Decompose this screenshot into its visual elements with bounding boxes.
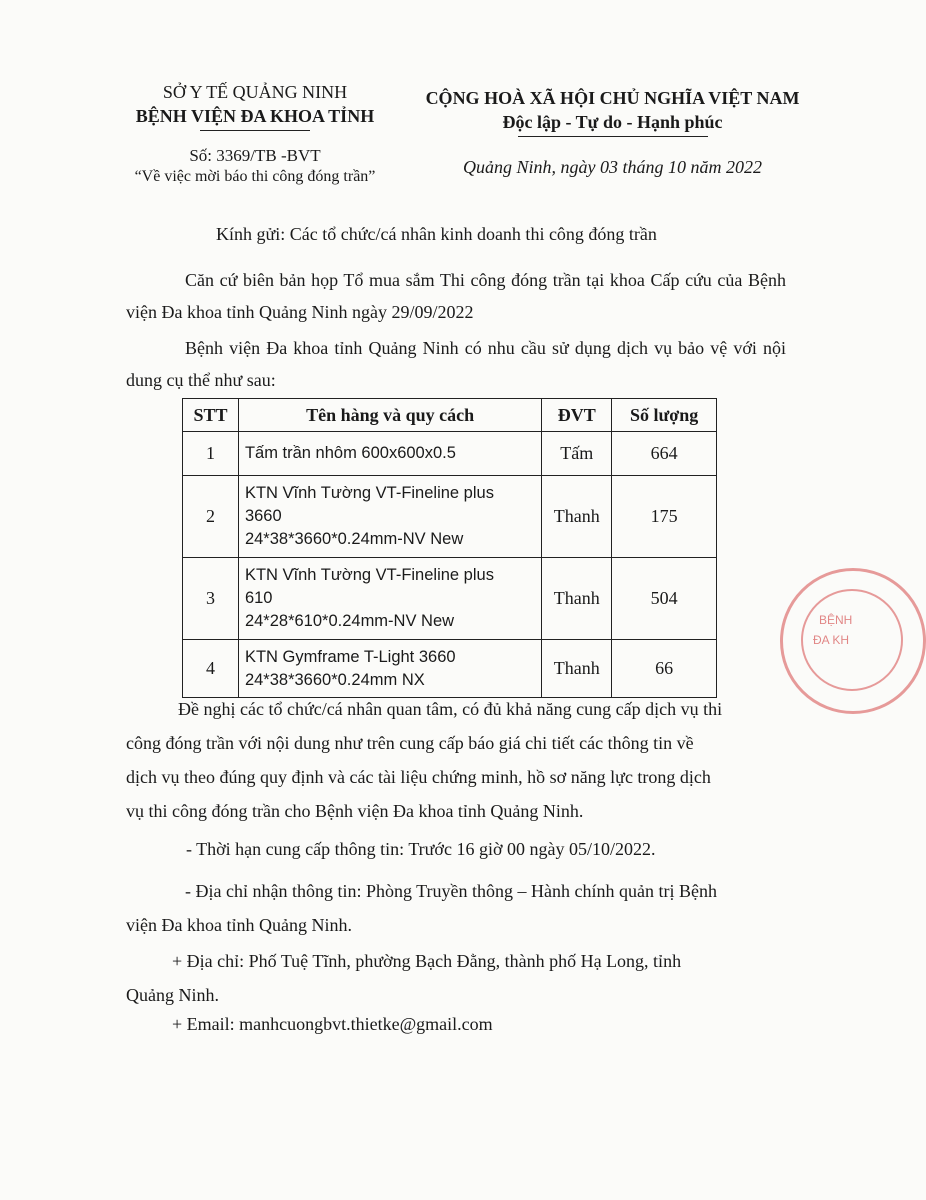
request-line: dịch vụ theo đúng quy định và các tài liệu chứng minh, hồ sơ năng lực trong dịch [126, 767, 711, 787]
cell-stt: 2 [183, 476, 239, 558]
cell-name [238, 558, 541, 640]
cell-name [238, 640, 541, 698]
address-line: + Địa chỉ: Phố Tuệ Tĩnh, phường Bạch Đằng, thành phố Hạ Long, tỉnh [172, 951, 682, 971]
cell-qty: 175 [612, 476, 717, 558]
cell-unit: Thanh [542, 640, 612, 698]
table-header-row [183, 399, 717, 432]
name-line: 3660 [244, 507, 282, 525]
stamp-text-2: ĐA KH [813, 633, 850, 647]
name-line: 24*38*3660*0.24mm NX [244, 670, 425, 689]
request-line: công đóng trần với nội dung như trên cung cấp báo giá chi tiết các thông tin về [126, 733, 694, 753]
header-unit: ĐVT [542, 399, 612, 432]
name-line: 24*28*610*0.24mm-NV New [244, 612, 455, 630]
address-line: Quảng Ninh. [126, 985, 219, 1005]
national-header [405, 86, 820, 178]
table-row [183, 476, 717, 558]
document-number: Số: 3369/TB -BVT [189, 146, 321, 165]
cell-stt: 4 [183, 640, 239, 698]
name-line: 24*38*3660*0.24mm-NV New [244, 530, 464, 548]
document-subject: “Về việc mời báo thi công đóng trần” [134, 168, 376, 185]
name-line: Tấm trần nhôm 600x600x0.5 [244, 444, 456, 462]
table-row [183, 640, 717, 698]
recipient-line: Kính gửi: Các tổ chức/cá nhân kinh doanh thi công đóng trần [216, 224, 657, 244]
request-line: Đề nghị các tổ chức/cá nhân quan tâm, có đủ khả năng cung cấp dịch vụ thi [178, 699, 723, 719]
header-qty: Số lượng [612, 399, 717, 432]
paragraph-need: Bệnh viện Đa khoa tỉnh Quảng Ninh có nhu cầu sử dụng dịch vụ bảo vệ với nội dung cụ thể như sau: [126, 338, 786, 390]
receive-info [126, 874, 806, 942]
table-row [183, 432, 717, 476]
name-line: 610 [244, 589, 273, 607]
address-info [126, 944, 806, 1012]
cell-name [238, 432, 541, 476]
header-name: Tên hàng và quy cách [238, 399, 541, 432]
cell-qty: 66 [612, 640, 717, 698]
paragraph-request [126, 692, 806, 828]
receive-line: - Địa chỉ nhận thông tin: Phòng Truyền thông – Hành chính quản trị Bệnh [185, 881, 717, 901]
table-row [183, 558, 717, 640]
cell-unit: Tấm [542, 432, 612, 476]
name-line: KTN Gymframe T-Light 3660 [244, 647, 456, 666]
email-line: + Email: manhcuongbvt.thietke@gmail.com [172, 1014, 493, 1034]
national-title: CỘNG HOÀ XÃ HỘI CHỦ NGHĨA VIỆT NAM [425, 88, 800, 108]
receive-line: viện Đa khoa tỉnh Quảng Ninh. [126, 915, 352, 935]
agency-underline [200, 130, 310, 131]
motto-underline [518, 136, 708, 137]
cell-stt: 3 [183, 558, 239, 640]
request-line: vụ thi công đóng trần cho Bệnh viện Đa khoa tỉnh Quảng Ninh. [126, 801, 584, 821]
cell-qty: 664 [612, 432, 717, 476]
cell-unit: Thanh [542, 558, 612, 640]
agency-header [120, 80, 390, 187]
cell-qty: 504 [612, 558, 717, 640]
items-table [182, 398, 717, 698]
agency-parent: SỞ Y TẾ QUẢNG NINH [162, 82, 348, 102]
document-date: Quảng Ninh, ngày 03 tháng 10 năm 2022 [463, 157, 762, 177]
header-stt: STT [183, 399, 239, 432]
deadline-line: - Thời hạn cung cấp thông tin: Trước 16 giờ 00 ngày 05/10/2022. [186, 839, 656, 859]
paragraph-basis: Căn cứ biên bản họp Tổ mua sắm Thi công đóng trần tại khoa Cấp cứu của Bệnh viện Đa khoa tỉnh Quảng Ninh ngày 29/09/2022 [126, 270, 786, 322]
cell-stt: 1 [183, 432, 239, 476]
name-line: KTN Vĩnh Tường VT-Fineline plus [244, 566, 494, 584]
cell-unit: Thanh [542, 476, 612, 558]
stamp-text-1: BỆNH [819, 613, 853, 627]
cell-name [238, 476, 541, 558]
official-stamp [780, 568, 926, 714]
agency-name: BỆNH VIỆN ĐA KHOA TỈNH [135, 106, 375, 126]
name-line: KTN Vĩnh Tường VT-Fineline plus [244, 484, 494, 502]
national-motto: Độc lập - Tự do - Hạnh phúc [502, 112, 723, 132]
